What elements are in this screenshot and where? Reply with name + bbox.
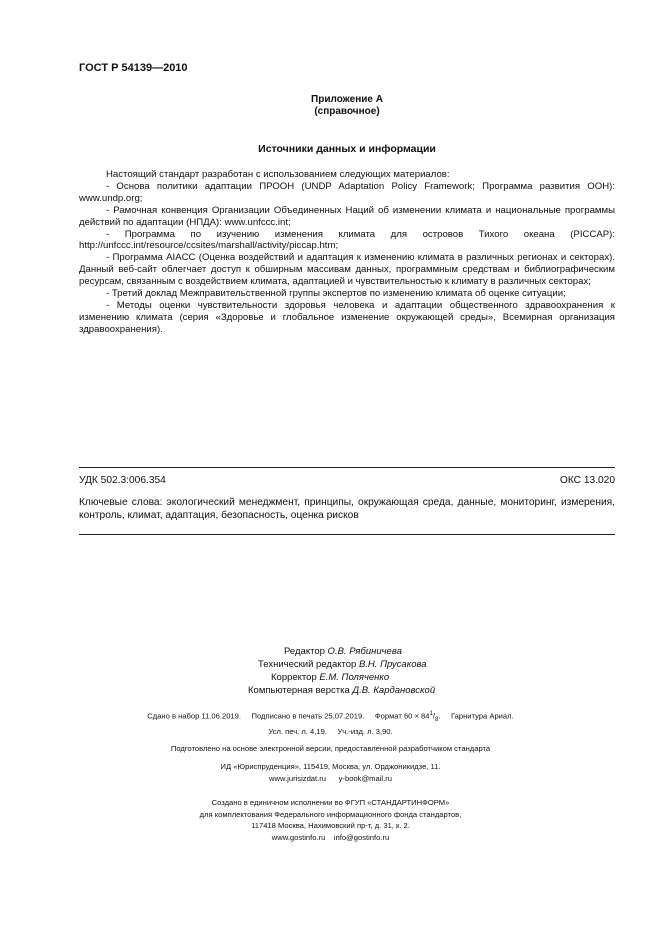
format-numerator: 1: [429, 711, 433, 717]
publisher-contacts: [0, 773, 661, 785]
oks-code: ОКС 13.020: [559, 475, 615, 486]
print-sheets: Усл. печ. л. 4,19.: [268, 727, 327, 737]
credit-name: В.Н. Прусакова: [358, 659, 427, 670]
publisher-site: www.jurisizdat.ru: [269, 774, 326, 783]
credit-role: Технический редактор: [258, 659, 357, 670]
publisher-sheets: Уч.-изд. л. 3,90.: [337, 727, 393, 737]
source-item: - Программа AIACC (Оценка воздействий и адаптация к изменению климата в различных регионах и секторах). Данный веб-сайт облегчает доступ к обширным массивам данных, программным средствам и библиографическим ресурсам, связанным с воздействием климата, адаптацией и чувствительностью к климату в различных секторах;: [79, 252, 615, 288]
typeface: Гарнитура Ариал.: [450, 711, 514, 721]
printer-email: info@gostinfo.ru: [333, 832, 390, 842]
credit-role: Компьютерная верстка: [248, 685, 350, 696]
credit-role: Редактор: [284, 646, 325, 657]
format-denominator: 8: [434, 717, 439, 724]
annex-title: Приложение А: [311, 94, 383, 105]
credit-name: О.В. Рябиничева: [327, 646, 402, 657]
bottom-divider: [79, 534, 615, 535]
standard-code: ГОСТ Р 54139—2010: [79, 62, 188, 74]
format: Формат 60 × 84: [374, 711, 430, 721]
source-item: - Рамочная конвенция Организации Объединенных Наций об изменении климата и национальные программы действий по адаптации (НПДА): www.unfccc.int;: [79, 204, 615, 228]
publisher-block: [0, 761, 661, 785]
typeset-date: Сдано в набор 11.06.2019.: [147, 711, 241, 721]
source-item: - Третий доклад Межправительственной группы экспертов по изменению климата об оценке ситуации;: [106, 288, 566, 300]
credit-tech-editor: [258, 659, 427, 672]
imprint-block: [0, 708, 661, 755]
source-item: - Программа по изучению изменения климата для островов Тихого океана (PICCAP): http://unfccc.int/resource/ccsites/marshall/activity/piccap.htm;: [79, 228, 615, 252]
keywords-text: Ключевые слова: экологический менеджмент, принципы, окружающая среда, данные, мониторинг, измерения, контроль, климат, адаптация, безопасность, оценка рисков: [79, 497, 615, 521]
credit-name: Д.В. Кардановской: [352, 685, 436, 696]
section-title: Источники данных и информации: [258, 143, 436, 155]
keywords: [79, 496, 615, 522]
source-item: - Основа политики адаптации ПРООН (UNDP Adaptation Policy Framework; Программа развития ООН): www.undp.org;: [79, 180, 615, 204]
credit-layout: [248, 685, 435, 698]
sources-text: [79, 169, 615, 336]
publisher-email: y-book@mail.ru: [338, 774, 392, 783]
intro-paragraph: Настоящий стандарт разработан с использованием следующих материалов:: [106, 169, 450, 180]
credit-role: Корректор: [271, 672, 317, 683]
imprint-line-3: Подготовлено на основе электронной версии, предоставленной разработчиком стандарта: [170, 744, 491, 754]
printer-line-3: 117418 Москва, Нахимовский пр-т, д. 31, к. 2.: [251, 821, 410, 830]
print-date: Подписано в печать 25.07.2019.: [251, 711, 365, 721]
printer-block: [0, 797, 661, 843]
top-divider: [79, 467, 615, 468]
credit-proofreader: [271, 672, 389, 685]
annex-heading: [79, 94, 615, 118]
credit-editor: [284, 646, 402, 659]
publisher-address: ИД «Юриспруденция», 115419, Москва, ул. Орджоникидзе, 11.: [220, 762, 441, 771]
imprint-line-2: [0, 726, 661, 738]
source-item: - Методы оценки чувствительности здоровья человека и адаптации общественного здравоохранения к изменению климата (серия «Здоровье и глобальное изменение окружающей среды», Всемирная организация здравоохранения).: [79, 299, 615, 335]
printer-line-1: Создано в единичном исполнении во ФГУП «СТАНДАРТИНФОРМ»: [211, 798, 450, 807]
printer-line-2: для комплектования Федерального информационного фонда стандартов,: [199, 809, 462, 819]
printer-contacts: [0, 832, 661, 844]
credit-name: Е.М. Поляченко: [319, 672, 390, 683]
udk-code: УДК 502.3:006.354: [79, 475, 166, 486]
imprint-line-1: Сдано в набор 11.06.2019. Подписано в печать 25.07.2019. Формат $60 \times 84^1/_8$. Гарнитура Ариал.: [147, 711, 514, 724]
annex-note: (справочное): [314, 106, 380, 117]
printer-site: www.gostinfo.ru: [271, 832, 326, 842]
